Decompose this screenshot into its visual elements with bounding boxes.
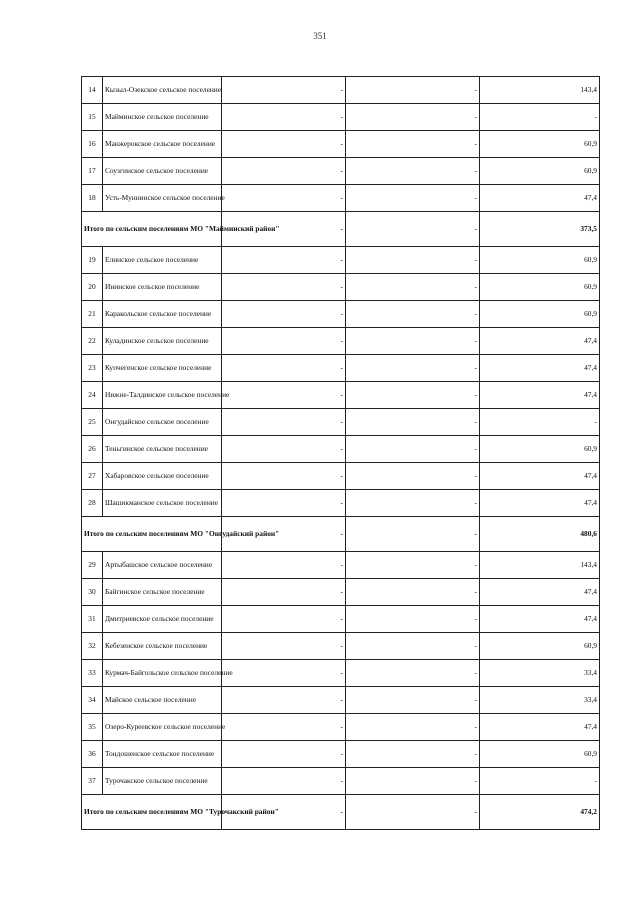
value-col-3: 47,4 [480, 579, 600, 606]
value-col-3: 60,9 [480, 247, 600, 274]
settlement-name: Кебезенское сельское поселение [103, 633, 222, 660]
page-number: 351 [313, 31, 327, 41]
value-col-1: - [222, 212, 346, 247]
value-col-3: 60,9 [480, 131, 600, 158]
value-col-3: 47,4 [480, 185, 600, 212]
settlement-name: Байгинское сельское поселение [103, 579, 222, 606]
total-label: Итого по сельским поселениям МО "Турочакский район" [82, 795, 222, 830]
value-col-3: 143,4 [480, 552, 600, 579]
value-col-1: - [222, 687, 346, 714]
value-col-2: - [346, 579, 480, 606]
settlement-name: Ининское сельское поселение [103, 274, 222, 301]
settlement-name: Майское сельское поселение [103, 687, 222, 714]
row-number: 18 [82, 185, 103, 212]
value-col-3: 373,5 [480, 212, 600, 247]
value-col-2: - [346, 212, 480, 247]
value-col-2: - [346, 158, 480, 185]
settlement-name: Курмач-Байгольское сельское поселение [103, 660, 222, 687]
settlement-name: Манжерокское сельское поселение [103, 131, 222, 158]
value-col-1: - [222, 301, 346, 328]
value-col-2: - [346, 185, 480, 212]
row-number: 31 [82, 606, 103, 633]
value-col-2: - [346, 795, 480, 830]
settlement-name: Озеро-Куреевское сельское поселение [103, 714, 222, 741]
total-label: Итого по сельским поселениям МО "Онгудайский район" [82, 517, 222, 552]
value-col-3: 474,2 [480, 795, 600, 830]
value-col-2: - [346, 382, 480, 409]
value-col-1: - [222, 768, 346, 795]
value-col-1: - [222, 552, 346, 579]
settlement-name: Усть-Муннинское сельское поселение [103, 185, 222, 212]
value-col-1: - [222, 436, 346, 463]
value-col-1: - [222, 633, 346, 660]
table-row [82, 768, 600, 795]
value-col-3: 60,9 [480, 436, 600, 463]
settlement-name: Кызыл-Озекское сельское поселение [103, 77, 222, 104]
row-number: 17 [82, 158, 103, 185]
settlement-name: Теньгинское сельское поселение [103, 436, 222, 463]
settlement-name: Хабаровское сельское поселение [103, 463, 222, 490]
value-col-2: - [346, 552, 480, 579]
table-body [82, 77, 600, 830]
value-col-3: - [480, 104, 600, 131]
value-col-2: - [346, 328, 480, 355]
value-col-1: - [222, 158, 346, 185]
row-number: 15 [82, 104, 103, 131]
settlement-name: Онгудайское сельское поселение [103, 409, 222, 436]
row-number: 25 [82, 409, 103, 436]
settlements-table [81, 76, 600, 830]
total-label: Итого по сельским поселениям МО "Майминский район" [82, 212, 222, 247]
value-col-3: 47,4 [480, 355, 600, 382]
value-col-3: 33,4 [480, 687, 600, 714]
row-number: 27 [82, 463, 103, 490]
value-col-3: 60,9 [480, 301, 600, 328]
table-row [82, 131, 600, 158]
value-col-3: 60,9 [480, 633, 600, 660]
value-col-1: - [222, 104, 346, 131]
settlement-name: Артыбашское сельское поселение [103, 552, 222, 579]
value-col-1: - [222, 77, 346, 104]
value-col-1: - [222, 795, 346, 830]
value-col-1: - [222, 409, 346, 436]
row-number: 30 [82, 579, 103, 606]
value-col-1: - [222, 606, 346, 633]
table-row [82, 382, 600, 409]
value-col-2: - [346, 301, 480, 328]
row-number: 35 [82, 714, 103, 741]
settlement-name: Майминское сельское поселение [103, 104, 222, 131]
row-number: 29 [82, 552, 103, 579]
settlement-name: Куладинское сельское поселение [103, 328, 222, 355]
value-col-2: - [346, 463, 480, 490]
table-row [82, 552, 600, 579]
value-col-3: 47,4 [480, 606, 600, 633]
value-col-1: - [222, 490, 346, 517]
value-col-3: 47,4 [480, 490, 600, 517]
total-row [82, 212, 600, 247]
table-row [82, 247, 600, 274]
value-col-2: - [346, 768, 480, 795]
value-col-2: - [346, 606, 480, 633]
value-col-2: - [346, 714, 480, 741]
row-number: 21 [82, 301, 103, 328]
row-number: 36 [82, 741, 103, 768]
value-col-2: - [346, 104, 480, 131]
value-col-3: 60,9 [480, 274, 600, 301]
row-number: 26 [82, 436, 103, 463]
value-col-3: 47,4 [480, 463, 600, 490]
value-col-3: 47,4 [480, 714, 600, 741]
table-row [82, 463, 600, 490]
value-col-2: - [346, 274, 480, 301]
settlement-name: Тондошенское сельское поселение [103, 741, 222, 768]
table-row [82, 274, 600, 301]
table-row [82, 104, 600, 131]
value-col-2: - [346, 131, 480, 158]
value-col-1: - [222, 185, 346, 212]
value-col-3: 480,6 [480, 517, 600, 552]
settlement-name: Нижне-Талдинское сельское поселение [103, 382, 222, 409]
value-col-3: 60,9 [480, 741, 600, 768]
row-number: 19 [82, 247, 103, 274]
value-col-1: - [222, 247, 346, 274]
settlement-name: Дмитриевское сельское поселение [103, 606, 222, 633]
row-number: 23 [82, 355, 103, 382]
row-number: 16 [82, 131, 103, 158]
table-row [82, 409, 600, 436]
row-number: 32 [82, 633, 103, 660]
table-row [82, 687, 600, 714]
value-col-3: - [480, 768, 600, 795]
row-number: 14 [82, 77, 103, 104]
table-row [82, 77, 600, 104]
table-row [82, 185, 600, 212]
value-col-3: 143,4 [480, 77, 600, 104]
settlement-name: Елинское сельское поселение [103, 247, 222, 274]
table-row [82, 606, 600, 633]
row-number: 33 [82, 660, 103, 687]
row-number: 24 [82, 382, 103, 409]
total-row [82, 517, 600, 552]
value-col-2: - [346, 517, 480, 552]
value-col-3: 33,4 [480, 660, 600, 687]
value-col-2: - [346, 355, 480, 382]
value-col-1: - [222, 131, 346, 158]
table-row [82, 490, 600, 517]
value-col-3: 47,4 [480, 328, 600, 355]
value-col-2: - [346, 633, 480, 660]
value-col-3: 60,9 [480, 158, 600, 185]
value-col-1: - [222, 660, 346, 687]
table-row [82, 633, 600, 660]
table-row [82, 436, 600, 463]
value-col-2: - [346, 687, 480, 714]
value-col-1: - [222, 382, 346, 409]
settlement-name: Турочакское сельское поселение [103, 768, 222, 795]
row-number: 28 [82, 490, 103, 517]
value-col-1: - [222, 579, 346, 606]
value-col-3: 47,4 [480, 382, 600, 409]
table-row [82, 660, 600, 687]
table-row [82, 741, 600, 768]
value-col-1: - [222, 274, 346, 301]
table-row [82, 301, 600, 328]
value-col-2: - [346, 490, 480, 517]
row-number: 34 [82, 687, 103, 714]
row-number: 37 [82, 768, 103, 795]
settlement-name: Соузгинское сельское поселение [103, 158, 222, 185]
settlement-name: Каракольское сельское поселение [103, 301, 222, 328]
value-col-1: - [222, 741, 346, 768]
value-col-2: - [346, 77, 480, 104]
value-col-2: - [346, 247, 480, 274]
settlement-name: Шашикманское сельское поселение [103, 490, 222, 517]
row-number: 22 [82, 328, 103, 355]
row-number: 20 [82, 274, 103, 301]
value-col-2: - [346, 741, 480, 768]
value-col-2: - [346, 436, 480, 463]
value-col-1: - [222, 463, 346, 490]
table-row [82, 328, 600, 355]
total-row [82, 795, 600, 830]
table-row [82, 158, 600, 185]
value-col-3: - [480, 409, 600, 436]
value-col-1: - [222, 714, 346, 741]
value-col-2: - [346, 660, 480, 687]
value-col-1: - [222, 517, 346, 552]
value-col-1: - [222, 355, 346, 382]
settlement-name: Купчегенское сельское поселение [103, 355, 222, 382]
table-row [82, 714, 600, 741]
value-col-2: - [346, 409, 480, 436]
table-row [82, 579, 600, 606]
table-row [82, 355, 600, 382]
value-col-1: - [222, 328, 346, 355]
